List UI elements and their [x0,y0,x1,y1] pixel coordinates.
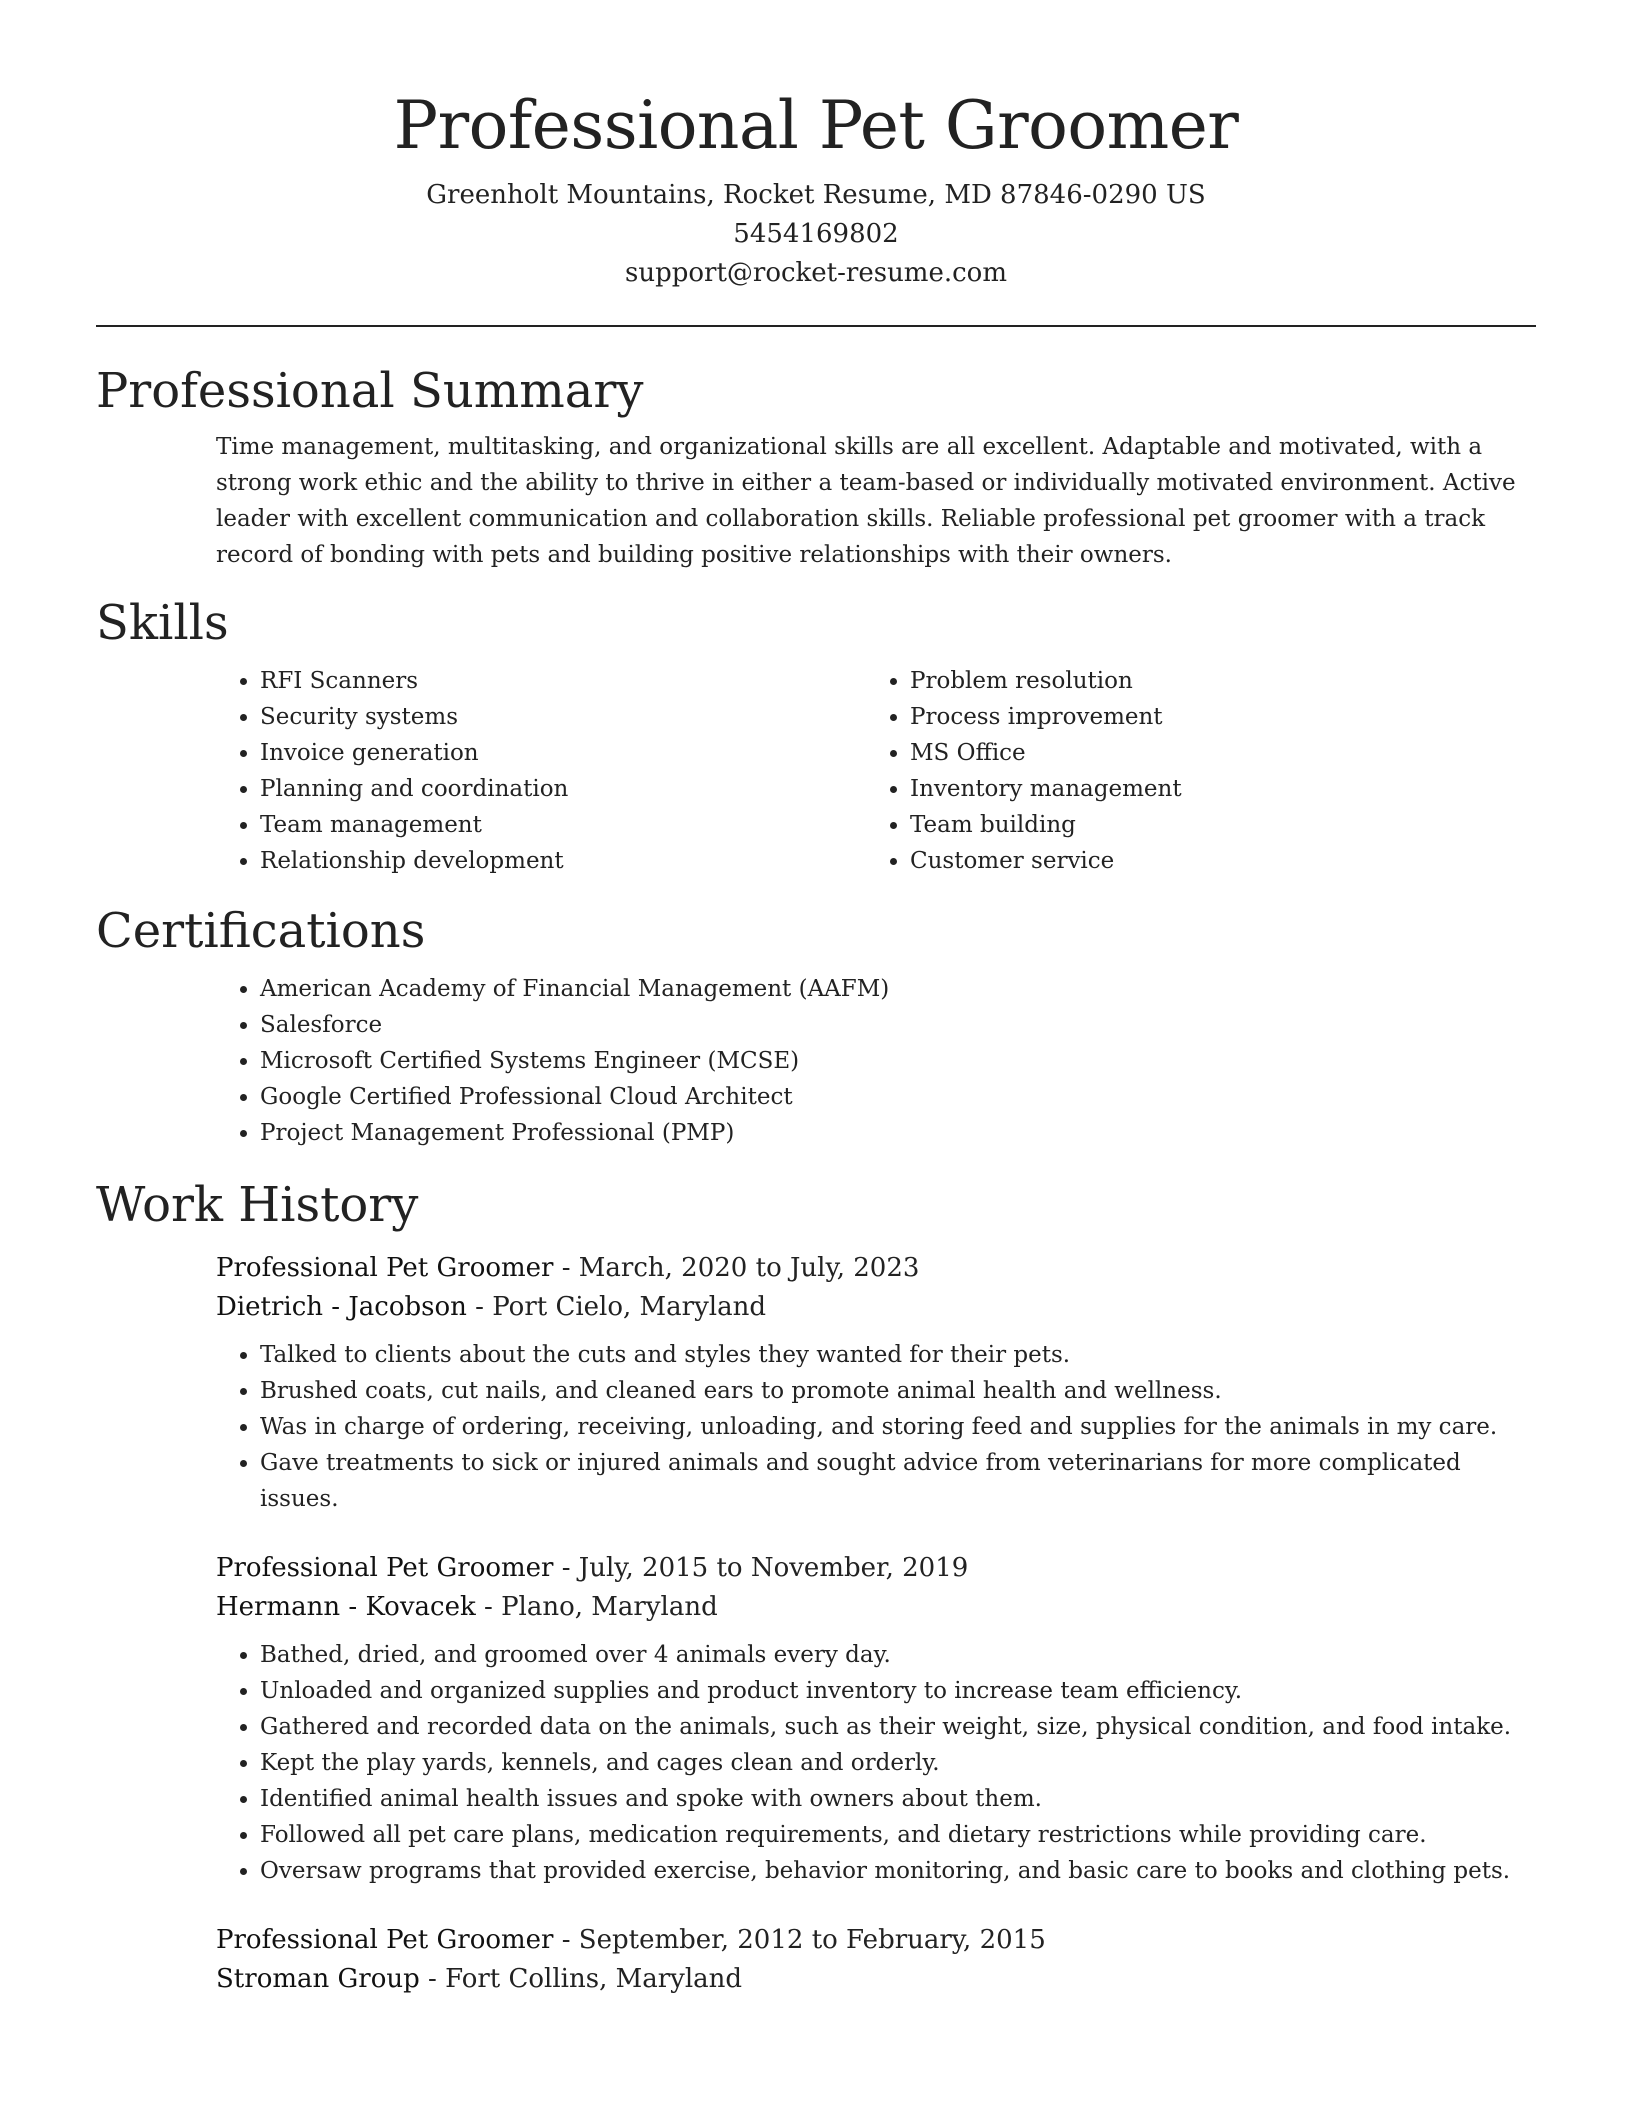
certification-item: • Project Management Professional (PMP) [260,1115,1536,1151]
job-company-line [216,1960,1536,1999]
certifications-title: Certifications [96,903,426,959]
job-role: Professional Pet Groomer [216,1553,554,1583]
job-bullet: • Gave treatments to sick or injured animals and sought advice from veterinarians for more complicated issues. [260,1445,1536,1517]
job-dates: July, 2015 to November, 2019 [578,1553,969,1583]
job-bullet: • Followed all pet care plans, medication requirements, and dietary restrictions while providing care. [260,1817,1536,1853]
summary-text: Time management, multitasking, and organizational skills are all excellent. Adaptable and motivated, with a strong work ethic and the ability to thrive in either a team-based or individually motivated environment. Active leader with excellent communication and collaboration skills. Reliable professional pet groomer with a track record of bonding with pets and building positive relationships with their owners. [216,434,1516,568]
job-entry [96,1921,1536,1999]
email: support@rocket-resume.com [624,258,1007,288]
separator: - [419,1964,446,1994]
job-bullets [216,1337,1536,1517]
skills-list-right [866,663,1516,879]
skill-item: • MS Office [910,735,1516,771]
skill-item: • Team building [910,807,1516,843]
job-bullet: • Talked to clients about the cuts and styles they wanted for their pets. [260,1337,1536,1373]
job-bullet: • Brushed coats, cut nails, and cleaned ears to promote animal health and wellness. [260,1373,1536,1409]
skill-item: • Team management [260,807,866,843]
job-dates: September, 2012 to February, 2015 [578,1925,1046,1955]
skills-title: Skills [96,595,229,651]
certifications-list [216,971,1536,1151]
job-bullet: • Was in charge of ordering, receiving, unloading, and storing feed and supplies for the animals in my care. [260,1409,1536,1445]
skill-item: • Inventory management [910,771,1516,807]
skill-item: • Relationship development [260,843,866,879]
work-history-title: Work History [96,1177,419,1233]
work-history-section [96,1175,1536,1999]
job-location: Port Cielo, Maryland [492,1292,766,1322]
resume-page [96,0,1536,1999]
skill-item: • Security systems [260,699,866,735]
separator: - [466,1292,493,1322]
skills-list-left [216,663,866,879]
job-bullet: • Oversaw programs that provided exercise, behavior monitoring, and basic care to books and clothing pets. [260,1853,1536,1889]
separator: - [553,1553,579,1583]
job-bullet: • Unloaded and organized supplies and product inventory to increase team efficiency. [260,1673,1536,1709]
certification-item: • American Academy of Financial Management (AAFM) [260,971,1536,1007]
phone: 5454169802 [733,219,899,249]
certifications-section [96,901,1536,1151]
skill-item: • RFI Scanners [260,663,866,699]
skills-column-right [866,663,1516,879]
separator: - [553,1925,579,1955]
job-company-line [216,1288,1536,1327]
skills-section [96,593,1536,879]
skill-item: • Planning and coordination [260,771,866,807]
candidate-name: Professional Pet Groomer [393,87,1239,164]
summary-title: Professional Summary [96,363,644,419]
skills-grid [216,663,1536,879]
separator: - [475,1592,502,1622]
header-divider [96,325,1536,327]
job-role: Professional Pet Groomer [216,1253,554,1283]
job-company: Dietrich - Jacobson [216,1292,467,1322]
address: Greenholt Mountains, Rocket Resume, MD 87846-0290 US [426,180,1206,210]
job-title-line [216,1549,1536,1588]
job-bullets [216,1637,1536,1889]
certification-item: • Microsoft Certified Systems Engineer (MCSE) [260,1043,1536,1079]
job-bullet: • Gathered and recorded data on the animals, such as their weight, size, physical condition, and food intake. [260,1709,1536,1745]
job-title-line [216,1921,1536,1960]
job-bullet: • Kept the play yards, kennels, and cages clean and orderly. [260,1745,1536,1781]
job-bullet: • Bathed, dried, and groomed over 4 animals every day. [260,1637,1536,1673]
summary-section [96,361,1536,573]
contact-info [96,176,1536,293]
job-entry [96,1549,1536,1889]
job-company: Hermann - Kovacek [216,1592,476,1622]
certification-item: • Salesforce [260,1007,1536,1043]
job-bullet: • Identified animal health issues and spoke with owners about them. [260,1781,1536,1817]
skills-column-left [216,663,866,879]
resume-header [96,0,1536,293]
skill-item: • Process improvement [910,699,1516,735]
skill-item: • Invoice generation [260,735,866,771]
job-location: Plano, Maryland [501,1592,718,1622]
job-title-line [216,1249,1536,1288]
job-dates: March, 2020 to July, 2023 [578,1253,920,1283]
job-company-line [216,1588,1536,1627]
job-company: Stroman Group [216,1964,420,1994]
job-entry [96,1249,1536,1517]
job-location: Fort Collins, Maryland [445,1964,743,1994]
skill-item: • Customer service [910,843,1516,879]
certification-item: • Google Certified Professional Cloud Architect [260,1079,1536,1115]
skill-item: • Problem resolution [910,663,1516,699]
separator: - [553,1253,579,1283]
job-role: Professional Pet Groomer [216,1925,554,1955]
